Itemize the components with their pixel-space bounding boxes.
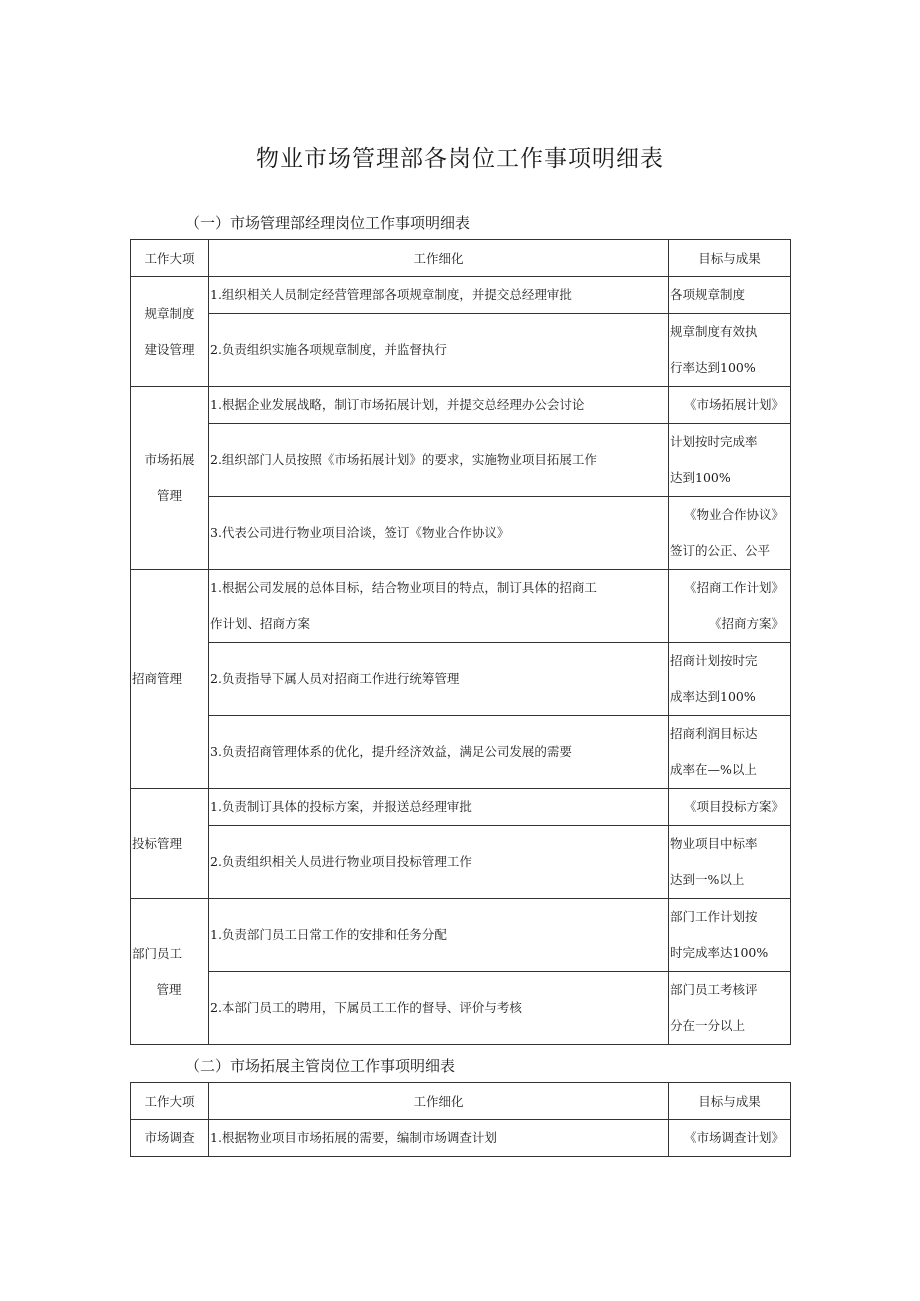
goal-cell xyxy=(669,826,791,899)
table-header-row xyxy=(131,240,791,277)
table-row xyxy=(131,424,791,497)
detail-cell: 1.组织相关人员制定经营管理部各项规章制度，并提交总经理审批 xyxy=(209,277,669,314)
detail-cell: 2.本部门员工的聘用，下属员工工作的督导、评价与考核 xyxy=(209,972,669,1045)
detail-cell: 2.负责指导下属人员对招商工作进行统筹管理 xyxy=(209,643,669,716)
goal-line: 时完成率达100% xyxy=(670,945,769,960)
category-cell: 市场调查 xyxy=(131,1120,209,1157)
goal-line: 部门员工考核评 xyxy=(670,982,758,997)
goal-line: 物业项目中标率 xyxy=(670,836,758,851)
detail-cell: 2.负责组织相关人员进行物业项目投标管理工作 xyxy=(209,826,669,899)
manager-duties-table xyxy=(130,239,791,1045)
goal-cell xyxy=(669,716,791,789)
category-line: 部门员工 xyxy=(132,945,183,961)
goal-cell xyxy=(669,424,791,497)
category-line: 管理 xyxy=(156,488,182,503)
detail-cell: 3.代表公司进行物业项目洽谈，签订《物业合作协议》 xyxy=(209,497,669,570)
table-row xyxy=(131,972,791,1045)
goal-line: 规章制度有效执 xyxy=(670,324,758,339)
table-row xyxy=(131,826,791,899)
goal-line: 达到一%以上 xyxy=(670,872,745,887)
goal-cell xyxy=(669,899,791,972)
detail-line: 作计划、招商方案 xyxy=(210,616,311,631)
header-goal: 目标与成果 xyxy=(669,240,791,277)
detail-cell: 2.负责组织实施各项规章制度，并监督执行 xyxy=(209,314,669,387)
page-title: 物业市场管理部各岗位工作事项明细表 xyxy=(256,146,664,172)
table-row xyxy=(131,643,791,716)
section-2-heading: （二）市场拓展主管岗位工作事项明细表 xyxy=(185,1057,456,1075)
detail-line: 1.根据公司发展的总体目标，结合物业项目的特点，制订具体的招商工 xyxy=(210,580,597,595)
goal-line: 《招商工作计划》 xyxy=(683,580,784,595)
detail-cell: 2.组织部门人员按照《市场拓展计划》的要求，实施物业项目拓展工作 xyxy=(209,424,669,497)
category-cell xyxy=(131,899,209,1045)
category-line: 规章制度 xyxy=(144,305,195,321)
goal-cell xyxy=(669,497,791,570)
goal-line: 计划按时完成率 xyxy=(670,434,758,449)
table-row xyxy=(131,277,791,314)
goal-line: 分在一分以上 xyxy=(670,1018,746,1033)
goal-line: 《物业合作协议》 xyxy=(683,507,784,522)
header-goal: 目标与成果 xyxy=(669,1083,791,1120)
goal-cell xyxy=(669,643,791,716)
category-line: 市场拓展 xyxy=(144,452,195,467)
goal-cell: 《市场拓展计划》 xyxy=(669,387,791,424)
goal-line: 《招商方案》 xyxy=(708,616,784,631)
table-header-row xyxy=(131,1083,791,1120)
goal-cell xyxy=(669,570,791,643)
category-line: 管理 xyxy=(156,981,182,997)
table-row xyxy=(131,716,791,789)
table-row xyxy=(131,314,791,387)
detail-cell: 1.根据物业项目市场拓展的需要，编制市场调查计划 xyxy=(209,1120,669,1157)
header-category: 工作大项 xyxy=(131,1083,209,1120)
header-detail: 工作细化 xyxy=(209,240,669,277)
goal-cell: 《市场调查计划》 xyxy=(669,1120,791,1157)
header-category: 工作大项 xyxy=(131,240,209,277)
goal-line: 达到100% xyxy=(670,470,731,485)
table-row xyxy=(131,899,791,972)
goal-cell xyxy=(669,314,791,387)
goal-line: 签订的公正、公平 xyxy=(670,543,771,558)
category-cell: 投标管理 xyxy=(131,789,209,899)
goal-line: 成率达到100% xyxy=(670,689,756,704)
goal-line: 行率达到100% xyxy=(670,360,756,375)
detail-cell: 1.负责制订具体的投标方案，并报送总经理审批 xyxy=(209,789,669,826)
goal-cell xyxy=(669,972,791,1045)
category-cell xyxy=(131,277,209,387)
category-cell xyxy=(131,387,209,570)
table-row xyxy=(131,570,791,643)
goal-line: 成率在—%以上 xyxy=(670,762,757,777)
goal-line: 招商利润目标达 xyxy=(670,726,758,741)
detail-cell xyxy=(209,570,669,643)
section-1-heading: （一）市场管理部经理岗位工作事项明细表 xyxy=(185,214,471,232)
header-detail: 工作细化 xyxy=(209,1083,669,1120)
table-row xyxy=(131,789,791,826)
category-line: 建设管理 xyxy=(144,341,195,357)
expansion-supervisor-duties-table xyxy=(130,1082,791,1157)
table-row xyxy=(131,1120,791,1157)
detail-cell: 3.负责招商管理体系的优化，提升经济效益，满足公司发展的需要 xyxy=(209,716,669,789)
detail-cell: 1.负责部门员工日常工作的安排和任务分配 xyxy=(209,899,669,972)
table-row xyxy=(131,497,791,570)
category-cell: 招商管理 xyxy=(131,570,209,789)
detail-cell: 1.根据企业发展战略，制订市场拓展计划，并提交总经理办公会讨论 xyxy=(209,387,669,424)
goal-cell: 《项目投标方案》 xyxy=(669,789,791,826)
table-row xyxy=(131,387,791,424)
goal-line: 招商计划按时完 xyxy=(670,653,758,668)
goal-line: 部门工作计划按 xyxy=(670,909,758,924)
goal-cell: 各项规章制度 xyxy=(669,277,791,314)
